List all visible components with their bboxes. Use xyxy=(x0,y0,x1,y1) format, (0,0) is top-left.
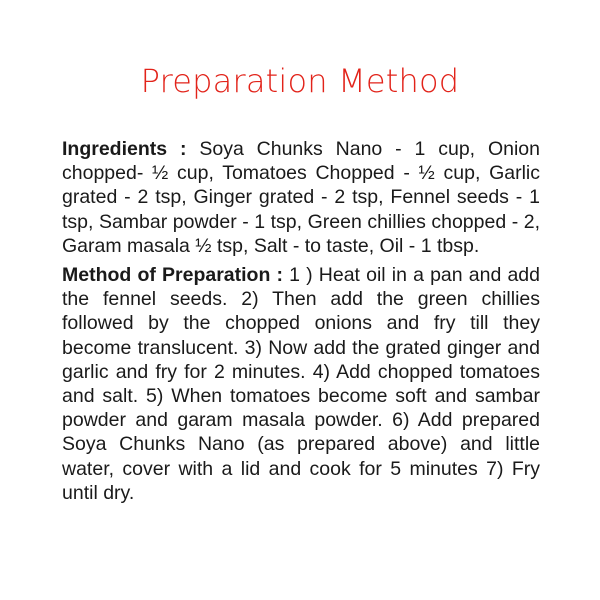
ingredients-paragraph xyxy=(62,137,540,258)
ingredients-text: Soya Chunks Nano - 1 cup, Onion chopped- ½ cup, Tomatoes Chopped - ½ cup, Garlic grated - 2 tsp, Ginger grated - 2 tsp, Fennel seeds - 1 tsp, Sambar powder - 1 tsp, Green chillies chopped - 2, Garam masala ½ tsp, Salt - to taste, Oil - 1 tbsp. xyxy=(62,138,540,257)
method-paragraph xyxy=(62,263,540,505)
recipe-content xyxy=(62,137,540,510)
page-title: Preparation Method xyxy=(140,62,460,100)
method-label: Method of Preparation : xyxy=(62,264,284,287)
ingredients-label: Ingredients : xyxy=(62,138,187,160)
method-text: 1 ) Heat oil in a pan and add the fennel seeds. 2) Then add the green chillies followed by the chopped onions and fry till they become translucent. 3) Now add the grated ginger and garlic and fry for 2 minutes. 4) Add chopped tomatoes and salt. 5) When tomatoes become soft and sambar powder and garam masala powder. 6) Add prepared Soya Chunks Nano (as prepared above) and little water, cover with a lid and cook for 5 minutes 7) Fry until dry. xyxy=(62,264,540,504)
